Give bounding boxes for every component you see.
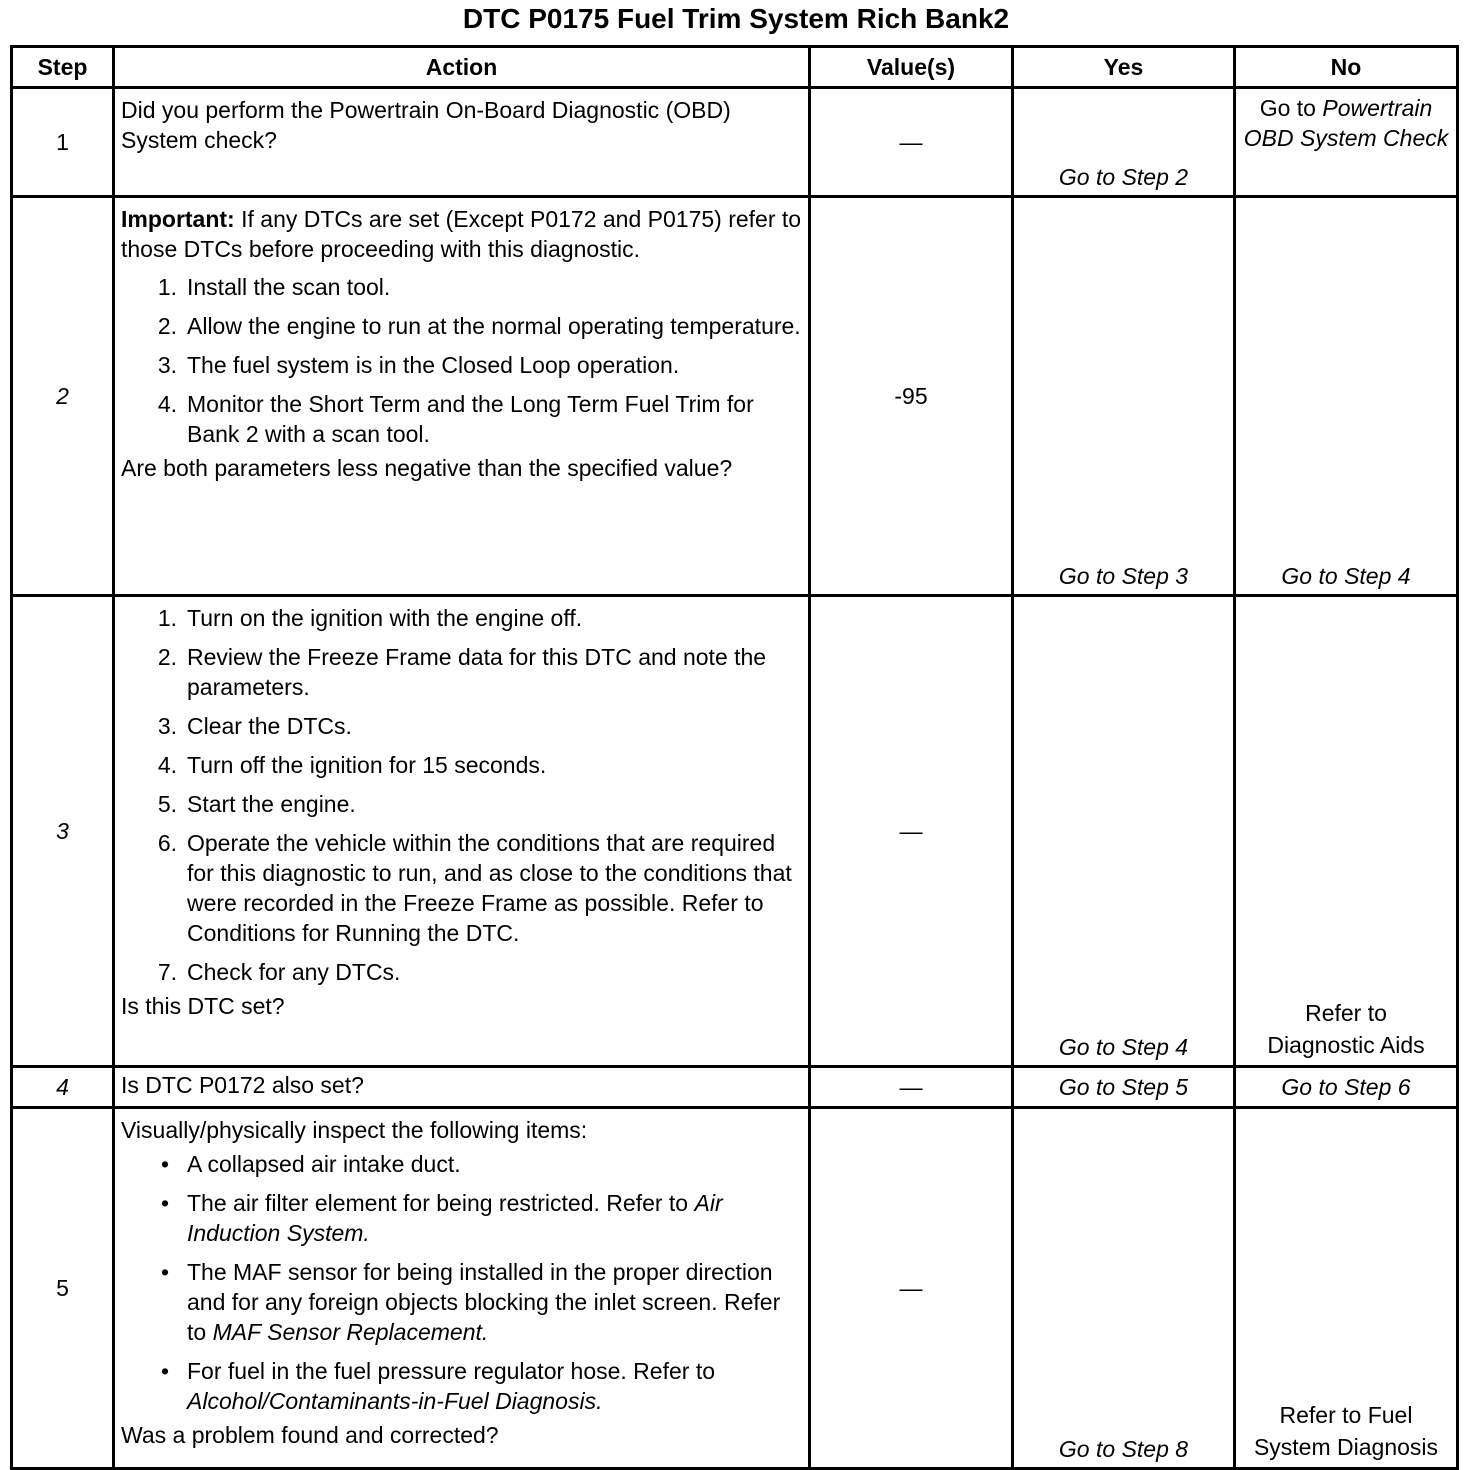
list-item: 3. The fuel system is in the Closed Loop operation. <box>157 352 680 378</box>
list-item: • The MAF sensor for being installed in the proper direction and for any foreign objects blocking the inlet screen. Refer to MAF Sensor Replacement. <box>161 1259 781 1345</box>
procedure-list <box>121 603 802 987</box>
header-no: No <box>1235 47 1458 88</box>
important-label: Important: <box>121 206 235 232</box>
yes-cell: Go to Step 4 <box>1013 596 1235 1067</box>
list-item: 2. Review the Freeze Frame data for this DTC and note the parameters. <box>157 644 767 700</box>
page-title: DTC P0175 Fuel Trim System Rich Bank2 <box>462 3 1010 34</box>
header-action: Action <box>114 47 810 88</box>
list-item: • A collapsed air intake duct. <box>161 1151 461 1177</box>
value-cell: — <box>810 88 1013 197</box>
action-cell: Is DTC P0172 also set? <box>114 1067 810 1108</box>
inspection-list <box>121 1149 802 1416</box>
diagnostic-table <box>10 45 1459 1470</box>
question-text: Is this DTC set? <box>121 993 285 1019</box>
table-row <box>12 197 1458 596</box>
table-header-row <box>12 47 1458 88</box>
step-number: 5 <box>12 1108 114 1469</box>
no-cell: Refer to Diagnostic Aids <box>1235 596 1458 1067</box>
ref-link: MAF Sensor Replacement. <box>212 1319 489 1345</box>
no-cell: Go to Step 4 <box>1235 197 1458 596</box>
list-item: 6. Operate the vehicle within the conditions that are required for this diagnostic to run, and as close to the conditions that were recorded in the Freeze Frame as possible. Refer to Conditions for Running the DTC. <box>157 830 792 946</box>
yes-cell: Go to Step 8 <box>1013 1108 1235 1469</box>
list-item: 2. Allow the engine to run at the normal operating temperature. <box>157 313 801 339</box>
list-item: • For fuel in the fuel pressure regulator hose. Refer to Alcohol/Contaminants-in-Fuel Diagnosis. <box>161 1358 716 1414</box>
table-row <box>12 1067 1458 1108</box>
value-cell: — <box>810 1067 1013 1108</box>
no-link: Powertrain OBD System Check <box>1243 95 1449 151</box>
important-note <box>121 204 802 264</box>
important-text: If any DTCs are set (Except P0172 and P0175) refer to those DTCs before proceeding with this diagnostic. <box>121 206 802 262</box>
no-prefix: Go to <box>1259 95 1323 121</box>
question-text: Was a problem found and corrected? <box>121 1422 499 1448</box>
action-cell <box>114 88 810 197</box>
header-values: Value(s) <box>810 47 1013 88</box>
step-number: 4 <box>12 1067 114 1108</box>
no-cell: Go to Step 6 <box>1235 1067 1458 1108</box>
table-row <box>12 88 1458 197</box>
value-cell: — <box>810 596 1013 1067</box>
action-cell <box>114 596 810 1067</box>
list-item: 5. Start the engine. <box>157 791 356 817</box>
header-yes: Yes <box>1013 47 1235 88</box>
header-step: Step <box>12 47 114 88</box>
action-text: Did you perform the Powertrain On-Board Diagnostic (OBD) System check? <box>121 97 731 153</box>
no-cell <box>1235 88 1458 197</box>
yes-cell: Go to Step 2 <box>1013 88 1235 197</box>
action-cell <box>114 1108 810 1469</box>
list-item: 4. Monitor the Short Term and the Long Term Fuel Trim for Bank 2 with a scan tool. <box>157 391 754 447</box>
list-item: 1. Install the scan tool. <box>157 274 391 300</box>
ref-link: Air Induction System. <box>187 1190 723 1246</box>
ref-link: Alcohol/Contaminants-in-Fuel Diagnosis. <box>187 1388 603 1414</box>
yes-cell: Go to Step 3 <box>1013 197 1235 596</box>
table-row <box>12 1108 1458 1469</box>
list-item: 7. Check for any DTCs. <box>157 959 401 985</box>
list-item: 3. Clear the DTCs. <box>157 713 352 739</box>
step-number: 1 <box>12 88 114 197</box>
no-cell: Refer to Fuel System Diagnosis <box>1235 1108 1458 1469</box>
action-cell <box>114 197 810 596</box>
step-number: 2 <box>12 197 114 596</box>
list-item: 4. Turn off the ignition for 15 seconds. <box>157 752 547 778</box>
procedure-list <box>121 272 802 449</box>
value-cell: — <box>810 1108 1013 1469</box>
list-item: 1. Turn on the ignition with the engine off. <box>157 605 583 631</box>
yes-cell: Go to Step 5 <box>1013 1067 1235 1108</box>
table-row <box>12 596 1458 1067</box>
list-item: • The air filter element for being restricted. Refer to Air Induction System. <box>161 1190 723 1246</box>
step-number: 3 <box>12 596 114 1067</box>
value-cell: -95 <box>810 197 1013 596</box>
intro-text: Visually/physically inspect the following items: <box>121 1117 588 1143</box>
question-text: Are both parameters less negative than the specified value? <box>121 455 733 481</box>
